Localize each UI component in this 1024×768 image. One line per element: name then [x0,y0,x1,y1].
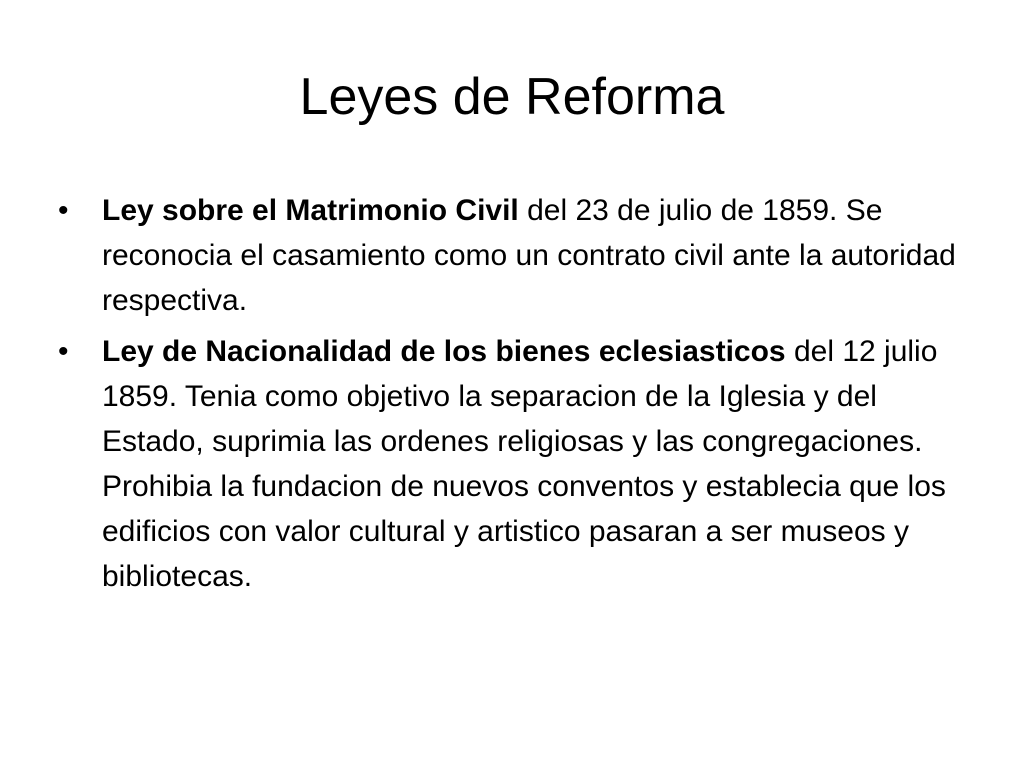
bullet-text: del 12 julio 1859. Tenia como objetivo la separacion de la Iglesia y del Estado, suprimia las ordenes religiosas y las congregaciones. Prohibia la fundacion de nuevos conventos y establecia que los edificios con valor cultural y artistico pasaran a ser museos y bibliotecas. [102,335,946,593]
bullet-heading: Ley sobre el Matrimonio Civil [102,194,519,227]
bullet-item-matrimonio-civil [58,188,978,323]
bullet-item-bienes-eclesiasticos [58,329,978,599]
bullet-icon: • [58,335,69,368]
slide-title: Leyes de Reforma [299,68,725,126]
bullet-heading: Ley de Nacionalidad de los bienes eclesiasticos [102,335,786,368]
bullet-text: del 23 de julio de 1859. Se reconocia el casamiento como un contrato civil ante la autoridad respectiva. [102,194,956,317]
bullet-icon: • [58,194,69,227]
bullet-list [58,188,978,605]
